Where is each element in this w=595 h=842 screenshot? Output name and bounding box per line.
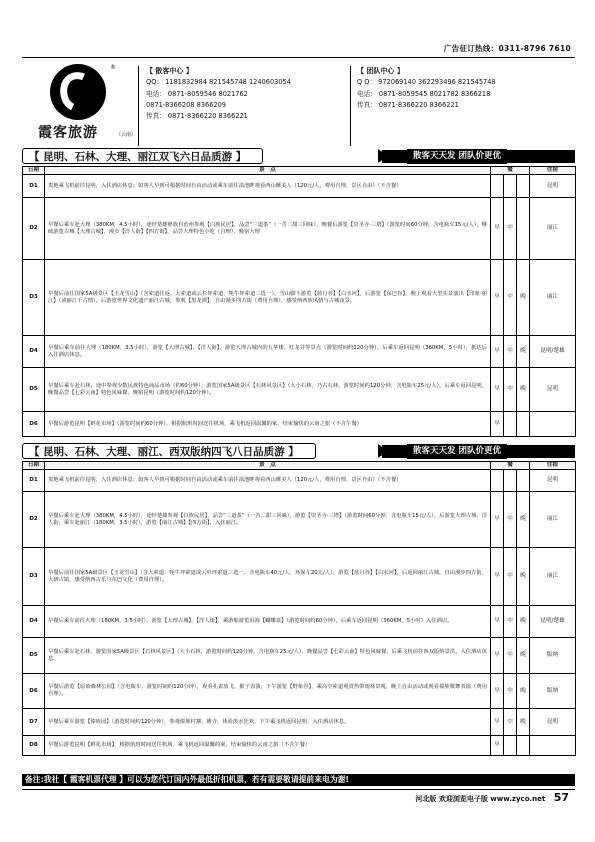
table-row	[23, 198, 576, 260]
table-row	[23, 638, 576, 674]
stay-header: 住宿	[530, 167, 576, 175]
edition-info: 河北版 欢迎浏览电子版 www.zyco.net	[415, 795, 546, 803]
group-qq: Q Q： 972069140 362293496 821545748	[357, 78, 496, 87]
lunch-cell: 中	[504, 638, 517, 674]
stay-cell: 丽江	[530, 492, 576, 548]
day-cell: D6	[23, 412, 45, 437]
footer-note: 备注:我社【 霞客机票代理 】可以为您代订国内外最低折扣机票，若有需要敬请提前来电为谢!	[22, 774, 575, 786]
itinerary-cell: 早餐后游览【原始森林公园】（含电瓶车，游览时间约120分钟），观看孔雀放飞、猴子表演；下午游览【野象谷】，乘高空索道观赏热带雨林景观，晚上自由活动或观看傣族歌舞表演（费用自理）。	[45, 674, 491, 709]
itinerary-cell: 早餐后乘车赴大理（380KM，4.5小时），途经楚雄彝族自治州参观【白族民居】，品尝“三道茶”（一苦二甜三回味），晚餐后游览【崇圣寺·三塔】（游览时间60分钟，含电瓶车15元/人），继续游览古城【大理古城】，漫步【洋人街】【四方街】，品尝大理特色小吃（自理），晚宿大理	[45, 198, 491, 260]
tour1-table	[22, 166, 576, 437]
day-cell: D3	[23, 260, 45, 336]
desc-header: 景 点	[45, 167, 491, 175]
day-header: 日期	[23, 167, 45, 175]
stay-cell: 丽江	[530, 548, 576, 606]
individual-qq: QQ： 1181832984 821545748 1240603054	[146, 78, 291, 87]
tour2-header-row	[23, 462, 576, 470]
group-center	[357, 66, 496, 111]
dinner-cell: 晚	[517, 368, 530, 412]
itinerary-cell: 早餐后乘车赴大理（380KM，4.5小时），途经楚雄参观【白族民居】，品尝“三道茶”（一苦二甜三回味），游览【崇圣寺·三塔】（游览时间60分钟，含电瓶车15元/人），后游览大理古城、洋人街；乘车赴丽江（180KM，3.5小时），游览【丽江古城】【四方街】，入住丽江。	[45, 492, 491, 548]
stay-cell: 版纳	[530, 674, 576, 709]
dinner-cell	[517, 175, 530, 198]
day-header: 日期	[23, 462, 45, 470]
stay-cell	[530, 412, 576, 437]
breakfast-cell: 早	[491, 736, 504, 756]
individual-phone-2: 0871-8366208 8366209	[146, 100, 226, 109]
itinerary-cell: 早餐后乘车前往大理（180KM，3.5小时），游览【大理古城】、【洋人街】，游览大理古城内的五华楼、红龙井等景点（游览时间约120分钟），后乘车返回昆明（360KM，5小时），抵达后入住酒店休息。	[45, 336, 491, 368]
divider-1	[138, 66, 139, 146]
stay-cell	[530, 736, 576, 756]
table-row	[23, 492, 576, 548]
table-row	[23, 336, 576, 368]
lunch-cell	[504, 175, 517, 198]
header-rule	[22, 57, 575, 58]
lunch-cell: 中	[504, 606, 517, 638]
itinerary-cell: 早餐后乘车赴石林，途中参观少数民族特色商品市场（约60分钟）；游览国家5A级景区【石林风景区】（大小石林、乃古石林，游览时间约120分钟，含电瓶车25元/人），后乘车返回昆明，晚餐品尝【七彩云南】特色风味餐，晚宿昆明（游览时间约120分钟）。	[45, 368, 491, 412]
day-cell: D7	[23, 709, 45, 736]
dinner-cell: 晚	[517, 674, 530, 709]
stay-cell: 丽江	[530, 260, 576, 336]
itinerary-cell: 贵地乘飞机前往昆明，入住酒店休息；如客人早到可根据时间自由活动或乘车前往滇池畔观看西山睡美人（120元/人，费用自理、景区自由）（不含餐）	[45, 175, 491, 198]
day-cell: D3	[23, 548, 45, 606]
itinerary-cell: 贵地乘飞机前往昆明，入住酒店休息；如客人早到可根据时间自由活动或乘车前往滇池畔观看西山睡美人（120元/人，费用自理、景区自由）（不含餐）	[45, 470, 491, 492]
lunch-cell: 中	[504, 492, 517, 548]
breakfast-cell: 早	[491, 492, 504, 548]
meal-header: 餐	[491, 167, 530, 175]
brand-region: （云南）	[116, 132, 137, 138]
brand-name: 霞客旅游	[38, 125, 98, 141]
breakfast-cell: 早	[491, 638, 504, 674]
itinerary-cell: 早餐后乘车游览【傣族园】（游览时间约120分钟），参观傣族村寨、佛寺，体验泼水狂欢，下午乘飞机返回昆明，入住酒店休息。	[45, 709, 491, 736]
dinner-cell: 晚	[517, 548, 530, 606]
table-row	[23, 674, 576, 709]
group-fax: 传真： 0871-8366220 8366221	[357, 100, 459, 109]
individual-center-title: 【 散客中心 】	[146, 67, 193, 75]
day-cell: D5	[23, 638, 45, 674]
group-center-title: 【 团队中心 】	[357, 67, 404, 75]
itinerary-cell: 早餐后前往国家5A级景区【玉龙雪山】（含大索道、牦牛坪索道或云杉坪索道三选一，含电瓶车40元/人、环保车20元/人），游览【蓝月谷】【白水河】，后返回丽江古城，自由漫步四方街、大研古镇，感受纳西古乐与东巴文化（费用自理）。	[45, 548, 491, 606]
breakfast-cell	[491, 470, 504, 492]
stay-header: 住宿	[530, 462, 576, 470]
breakfast-cell: 早	[491, 368, 504, 412]
day-cell: D1	[23, 175, 45, 198]
table-row	[23, 606, 576, 638]
table-row	[23, 368, 576, 412]
dinner-cell	[517, 198, 530, 260]
lunch-cell: 中	[504, 548, 517, 606]
stay-cell: 昆明/楚雄	[530, 606, 576, 638]
tour2-table	[22, 461, 576, 756]
stay-cell: 昆明/楚雄	[530, 336, 576, 368]
dinner-cell: 晚	[517, 492, 530, 548]
table-row	[23, 470, 576, 492]
lunch-cell: 中	[504, 336, 517, 368]
stay-cell: 昆明	[530, 709, 576, 736]
lunch-cell: 中	[504, 198, 517, 260]
itinerary-cell: 早餐后前往国家5A级景区【玉龙雪山】（含索道往返、大索道或云杉坪索道、牦牛坪索道三选一），雪山脚下游览【蓝月谷】【白水河】，后游览【东巴谷】，晚上观看大型实景演出【印象·丽江】（或丽江千古情），后游览世界文化遗产丽江古城，参观【黑龙潭】，自由漫步四方街（费用自理），感受纳西族风情与古城夜景。	[45, 260, 491, 336]
breakfast-cell: 早	[491, 260, 504, 336]
lunch-cell	[504, 736, 517, 756]
stay-cell: 昆明	[530, 368, 576, 412]
itinerary-cell: 早餐后乘车赴石林，游览国家5A级景区【石林风景区】（大小石林，游览时间约120分钟，含电瓶车25元/人），晚餐品尝【七彩云南】特色风味餐，后乘飞机前往西双版纳景洪，入住酒店休息。	[45, 638, 491, 674]
day-cell: D2	[23, 198, 45, 260]
dinner-cell: 晚	[517, 336, 530, 368]
day-cell: D4	[23, 336, 45, 368]
itinerary-cell: 早餐后乘车前往大理（180KM，3.5小时），游览【大理古城】、【洋人街】，乘游船游览洱海【蝴蝶泉】（游览时间约60分钟），后乘车返回昆明（360KM，5小时）入住酒店。	[45, 606, 491, 638]
individual-phone: 电话： 0871-8059546 8021762	[146, 89, 248, 98]
day-cell: D8	[23, 736, 45, 756]
lunch-cell: 中	[504, 674, 517, 709]
tour1-slogan: 散客天天发 团队价更优	[407, 149, 507, 164]
lunch-cell: 中	[504, 709, 517, 736]
dinner-cell: 晚	[517, 606, 530, 638]
lunch-cell: 中	[504, 260, 517, 336]
meal-header: 餐	[491, 462, 530, 470]
ad-hotline: 广告征订热线：0311-8796 7610	[443, 44, 571, 53]
stay-cell: 昆明	[530, 470, 576, 492]
day-cell: D2	[23, 492, 45, 548]
dinner-cell	[517, 470, 530, 492]
breakfast-cell: 早	[491, 412, 504, 437]
lunch-cell	[504, 470, 517, 492]
day-cell: D4	[23, 606, 45, 638]
lunch-cell	[504, 412, 517, 437]
tour1-arrow-icon	[378, 149, 388, 163]
breakfast-cell: 早	[491, 336, 504, 368]
breakfast-cell: 早	[491, 606, 504, 638]
table-row	[23, 736, 576, 756]
group-phone: 电话： 0871-8059545 8021782 8366218	[357, 89, 491, 98]
breakfast-cell	[491, 175, 504, 198]
breakfast-cell: 早	[491, 674, 504, 709]
itinerary-cell: 早餐后游览昆明【鲜花市场】，根据航班时间送往机场，乘飞机返回温馨的家，结束愉快的云南之旅（不含午餐）	[45, 736, 491, 756]
divider-2	[350, 66, 351, 146]
tour2-banner	[22, 443, 575, 459]
breakfast-cell: 早	[491, 548, 504, 606]
dinner-cell: 晚	[517, 638, 530, 674]
lunch-cell: 中	[504, 368, 517, 412]
table-row	[23, 260, 576, 336]
dinner-cell: 晚	[517, 260, 530, 336]
itinerary-cell: 早餐后游览昆明【鲜花市场】（游览时间约60分钟），根据航班时间送往机场，乘飞机返回温馨的家，结束愉快的云南之旅（不含午餐）	[45, 412, 491, 437]
table-row	[23, 548, 576, 606]
dinner-cell	[517, 736, 530, 756]
registered-mark: ®	[110, 64, 116, 71]
day-cell: D1	[23, 470, 45, 492]
dinner-cell	[517, 412, 530, 437]
individual-center	[146, 66, 291, 122]
tour1-title: 【 昆明、石林、大理、丽江双飞六日品质游 】	[22, 148, 263, 164]
brand-logo	[38, 64, 137, 144]
tour1-banner	[22, 148, 575, 164]
dinner-cell: 晚	[517, 709, 530, 736]
breakfast-cell: 早	[491, 198, 504, 260]
tour2-title: 【 昆明、石林、大理、丽江、西双版纳四飞八日品质游 】	[22, 443, 316, 459]
tour2-slogan: 散客天天发 团队价更优	[407, 444, 507, 459]
desc-header: 景 点	[45, 462, 491, 470]
table-row	[23, 412, 576, 437]
stay-cell: 版纳	[530, 638, 576, 674]
tour2-arrow-icon	[378, 444, 388, 458]
stay-cell: 昆明	[530, 175, 576, 198]
day-cell: D6	[23, 674, 45, 709]
stay-cell: 丽江	[530, 198, 576, 260]
breakfast-cell: 早	[491, 709, 504, 736]
footer-info	[415, 791, 569, 805]
day-cell: D5	[23, 368, 45, 412]
footer-rule	[22, 789, 575, 790]
tour1-header-row	[23, 167, 576, 175]
individual-fax: 传真： 0871-8366220 8366221	[146, 112, 248, 121]
page-number: 57	[553, 791, 569, 804]
table-row	[23, 175, 576, 198]
table-row	[23, 709, 576, 736]
